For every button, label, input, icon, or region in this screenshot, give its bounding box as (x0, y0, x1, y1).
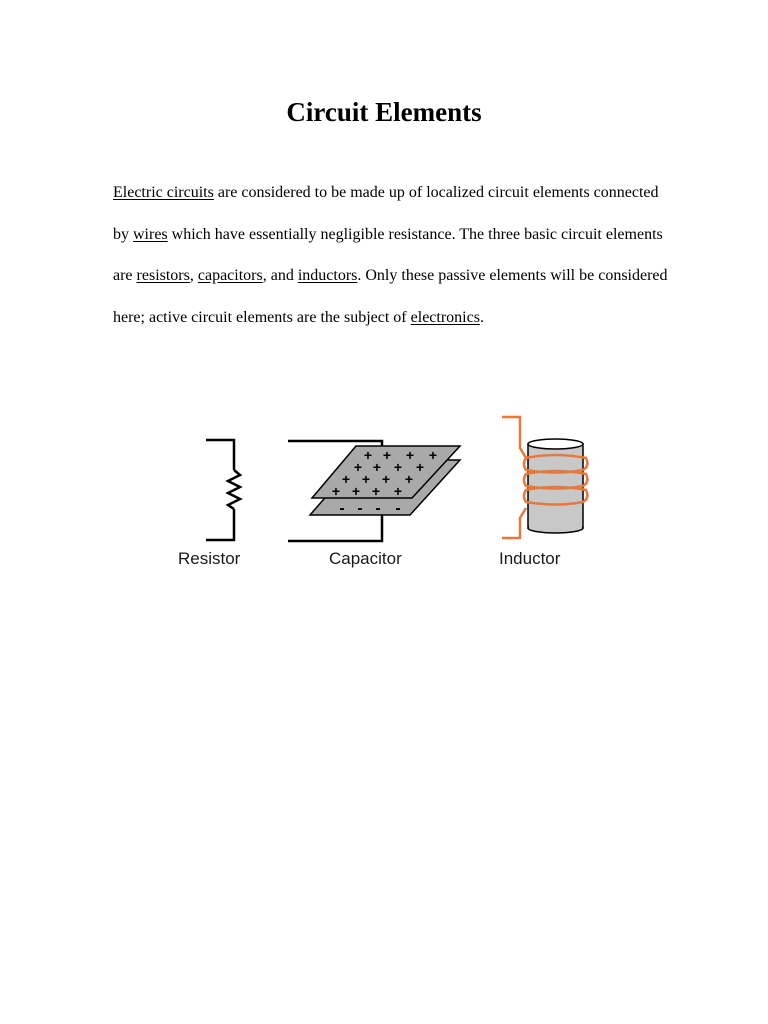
minus-sign: - (357, 500, 363, 517)
minus-sign: - (395, 500, 401, 517)
inductor-core-top (528, 439, 583, 449)
link-electric-circuits[interactable]: Electric circuits (113, 184, 214, 201)
link-capacitors[interactable]: capacitors (197, 267, 263, 285)
plus-sign: + (393, 483, 403, 499)
inductor-lead-bottom (502, 508, 526, 538)
plus-sign: + (351, 483, 361, 499)
plus-sign: + (372, 459, 382, 475)
plus-sign: + (415, 459, 425, 475)
minus-sign: - (339, 500, 345, 517)
paragraph-text: are considered to be made up of localized circuit elements connected by (113, 184, 659, 243)
paragraph-text: , and (262, 267, 298, 285)
plus-sign: + (428, 447, 438, 463)
resistor-wire-top (206, 440, 234, 470)
plus-sign: + (382, 447, 392, 463)
circuit-elements-figure (170, 410, 600, 580)
inductor-lead-top (502, 417, 526, 458)
resistor-label: Resistor (178, 549, 241, 568)
inductor-symbol (502, 417, 587, 538)
plus-sign: + (371, 483, 381, 499)
intro-paragraph (113, 172, 673, 338)
circuit-elements-diagram (170, 410, 600, 580)
plus-sign: + (393, 459, 403, 475)
minus-sign: - (375, 500, 381, 517)
link-resistors[interactable]: resistors (136, 267, 190, 285)
capacitor-symbol (288, 441, 460, 541)
resistor-wire-bottom (206, 509, 234, 540)
paragraph-text: which have essentially negligible resistance. The three basic circuit elements are (113, 225, 663, 285)
plus-sign: + (353, 459, 363, 475)
link-wires[interactable]: wires (133, 225, 168, 243)
plus-sign: + (331, 483, 341, 499)
inductor-label: Inductor (499, 549, 561, 568)
paragraph-text: , (189, 267, 198, 285)
plus-sign: + (361, 471, 371, 487)
resistor-symbol (206, 440, 240, 540)
page-title: Circuit Elements (286, 97, 482, 127)
paragraph-text: . Only these passive elements will be considered here; active circuit elements are the subject of (113, 267, 668, 326)
link-electronics[interactable]: electronics (410, 308, 480, 326)
plus-sign: + (381, 471, 391, 487)
plus-sign: + (363, 447, 373, 463)
plus-sign: + (405, 447, 415, 463)
paragraph-text: . (479, 308, 484, 326)
plus-sign: + (341, 471, 351, 487)
plus-sign: + (404, 471, 414, 487)
link-inductors[interactable]: inductors (297, 267, 358, 285)
resistor-zigzag (228, 470, 240, 509)
capacitor-label: Capacitor (329, 549, 402, 568)
